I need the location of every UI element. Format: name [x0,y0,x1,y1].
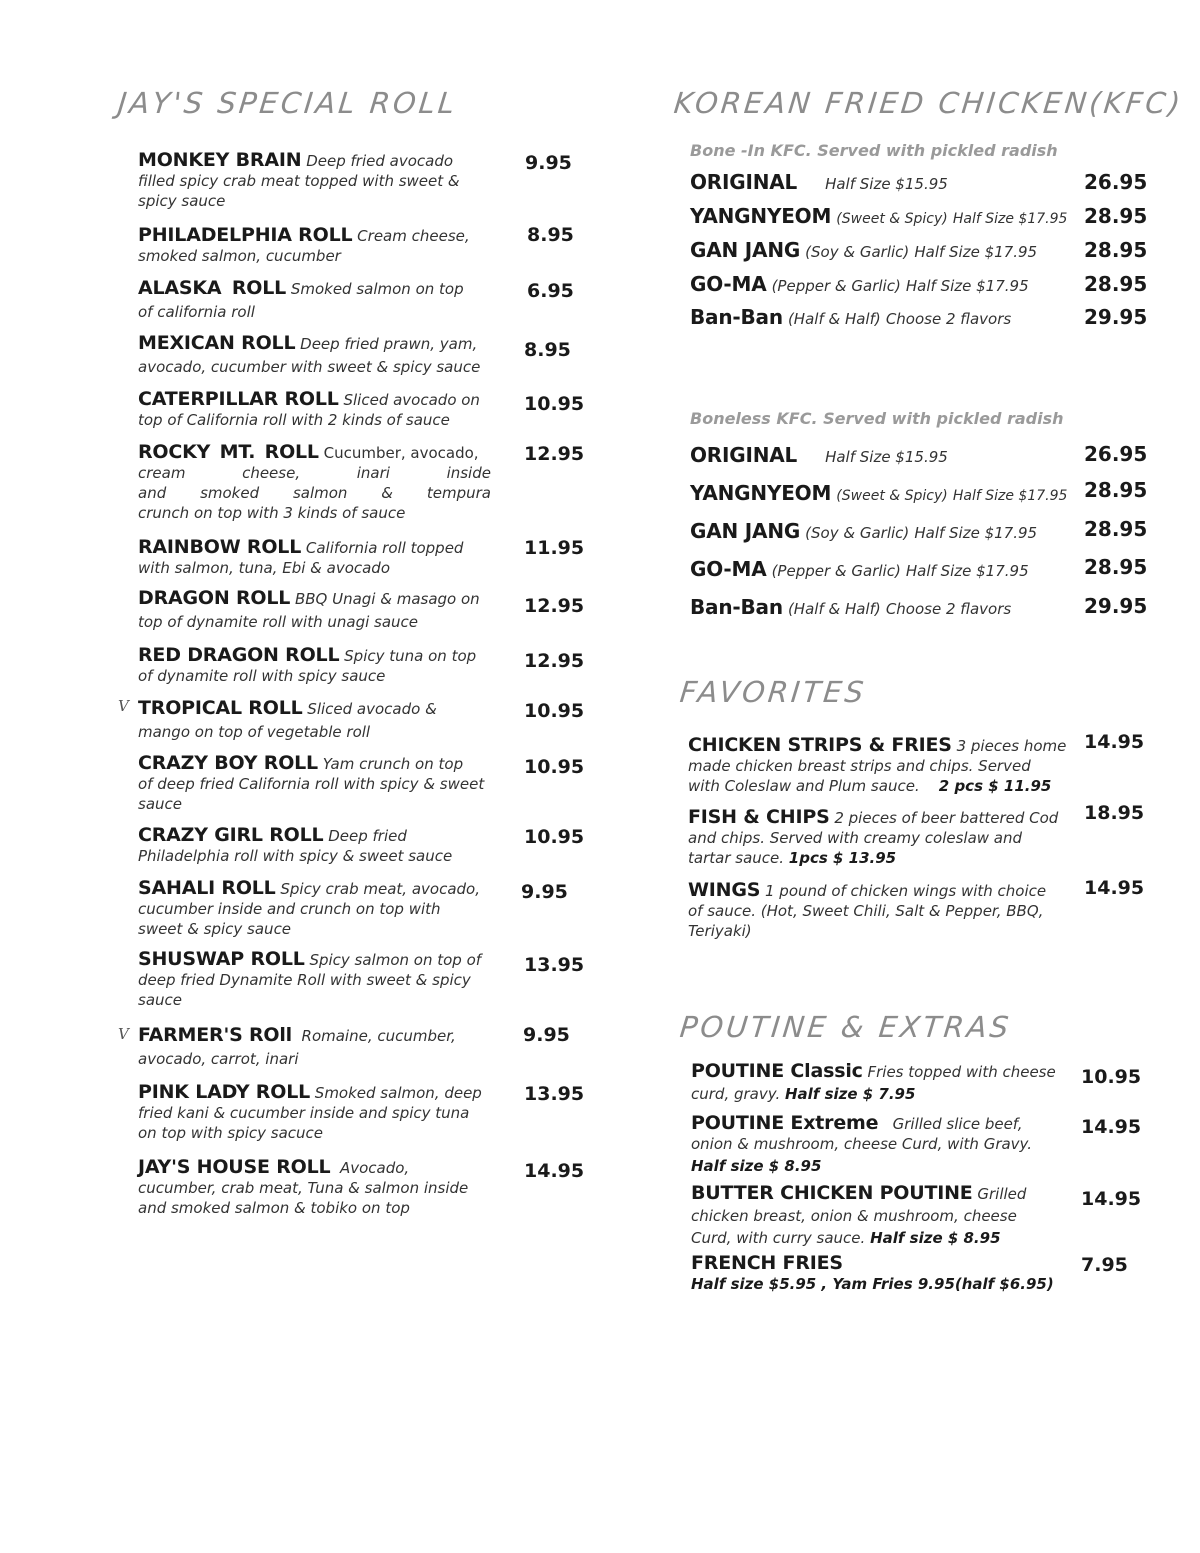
item-description: sauce [138,991,182,1009]
item-name: GAN JANG [690,519,801,543]
item-half-size: Half Size $17.95 [914,243,1038,261]
item-name: ORIGINAL [690,170,798,194]
item-description: Spicy salmon on top of [309,951,482,969]
item-price: 9.95 [523,1024,570,1046]
item-price: 11.95 [524,537,585,559]
item-description: Deep fried [328,827,407,845]
menu-item [138,825,508,866]
item-name: ORIGINAL [690,443,798,467]
item-price: 10.95 [524,393,585,415]
section-title-poutine: POUTINE & EXTRAS [678,1010,1013,1044]
menu-item [138,150,508,211]
item-extra-price: Half size $ 8.95 [870,1229,1001,1247]
item-half-size: Half Size $17.95 [914,524,1038,542]
item-description [691,1274,1091,1294]
item-modifier: (Sweet & Spicy) [836,488,948,504]
menu-item [691,1113,1071,1176]
item-name: MEXICAN ROLL [138,332,296,354]
item-price: 26.95 [1084,442,1148,466]
item-name: RAINBOW ROLL [138,536,302,558]
item-half-size: Half Size $15.95 [825,448,948,466]
item-description: 1 pound of chicken wings with choice [765,882,1047,900]
menu-item [688,880,1068,941]
item-price: 28.95 [1084,517,1148,541]
kfc-bone-in-subtitle: Bone -In KFC. Served with pickled radish [690,141,1058,160]
menu-item [691,1183,1071,1248]
item-price: 14.95 [1084,877,1145,899]
item-description: Curd, with curry sauce. Half size $ 8.95 [691,1229,1001,1247]
section-title-special-roll: JAY'S SPECIAL ROLL [116,86,460,120]
item-half-size: Half Size $17.95 [905,277,1029,295]
item-description: Romaine, cucumber, [301,1027,456,1045]
menu-item [138,698,508,742]
item-description: Sliced avocado on [343,391,480,409]
kfc-item [690,595,1011,619]
item-description: of dynamite roll with spicy sauce [138,667,386,685]
item-half-size: Choose 2 flavors [885,600,1012,618]
item-description: chicken breast, onion & mushroom, cheese [691,1207,1017,1225]
item-description: filled spicy crab meat topped with sweet & [138,172,460,190]
item-description: Spicy crab meat, avocado, [280,880,480,898]
item-name: TROPICAL ROLL [138,697,303,719]
item-name: POUTINE Classic [691,1060,863,1082]
item-name: MONKEY BRAIN [138,149,302,171]
item-modifier: (Half & Half) [787,310,881,328]
item-name: CATERPILLAR ROLL [138,388,339,410]
item-half-size: Half Size $17.95 [905,562,1029,580]
item-name: SHUSWAP ROLL [138,948,305,970]
item-price: 6.95 [527,280,574,302]
item-description: curd, gravy. Half size $ 7.95 [691,1085,916,1103]
item-name: ROCKY MT. ROLL [138,441,319,463]
menu-item [138,442,493,523]
item-price: 13.95 [524,954,585,976]
item-price: 12.95 [524,443,585,465]
item-price: 29.95 [1084,305,1148,329]
item-price: 14.95 [524,1160,585,1182]
item-description: and smoked salmon & tobiko on top [138,1199,410,1217]
item-description: Teriyaki) [688,922,752,940]
item-name: SAHALI ROLL [138,877,276,899]
item-name: DRAGON ROLL [138,587,291,609]
item-price: 7.95 [1081,1254,1128,1276]
item-modifier: (Sweet & Spicy) [836,211,948,227]
item-half-size: Half Size $15.95 [825,175,948,193]
item-extra-price: Half size $ 7.95 [785,1085,916,1103]
item-name: POUTINE Extreme [691,1112,879,1134]
item-extra-price: 2 pcs $ 11.95 [938,777,1052,795]
item-half-size: Choose 2 flavors [885,310,1012,328]
item-description: Deep fried avocado [306,152,454,170]
item-description: with Coleslaw and Plum sauce. 2 pcs $ 11.95 [688,777,1052,795]
item-description: Deep fried prawn, yam, [300,335,478,353]
item-price: 8.95 [527,224,574,246]
item-price: 14.95 [1081,1188,1142,1210]
item-description: top of dynamite roll with unagi sauce [138,613,419,631]
item-name: GAN JANG [690,238,801,262]
item-price: 28.95 [1084,555,1148,579]
item-half-size: Half Size $17.95 [952,488,1068,504]
item-modifier: (Half & Half) [787,600,881,618]
item-description: onion & mushroom, cheese Curd, with Gravy. [691,1135,1033,1153]
item-description: Avocado, [339,1159,410,1177]
item-price: 10.95 [1081,1066,1142,1088]
item-name: JAY'S HOUSE ROLL [138,1156,331,1178]
section-title-favorites: FAVORITES [678,675,868,709]
item-description: Spicy tuna on top [344,647,477,665]
item-name: FRENCH FRIES [691,1252,843,1274]
item-description: cream cheese, inari inside [138,464,491,482]
vegetarian-marker-icon: V [118,697,129,715]
item-description: Cucumber, avocado, [323,444,479,462]
item-description [691,1156,1071,1176]
menu-item [138,389,508,430]
item-description: Yam crunch on top [322,755,464,773]
item-description: sauce [138,795,182,813]
kfc-item [690,238,1037,262]
item-description: Fries topped with cheese [867,1063,1056,1081]
item-name: PHILADELPHIA ROLL [138,224,353,246]
kfc-item [690,272,1029,296]
item-description: Philadelphia roll with spicy & sweet sauce [138,847,453,865]
item-price: 28.95 [1084,478,1148,502]
item-description: mango on top of vegetable roll [138,723,371,741]
item-price: 10.95 [524,826,585,848]
item-description: Smoked salmon on top [290,280,464,298]
item-price: 9.95 [521,881,568,903]
item-description: with salmon, tuna, Ebi & avocado [138,559,391,577]
item-description: 2 pieces of beer battered Cod [834,809,1059,827]
item-name: YANGNYEOM [690,204,832,228]
item-price: 10.95 [524,700,585,722]
kfc-item [690,170,948,194]
item-name: Ban-Ban [690,595,783,619]
item-modifier: (Pepper & Garlic) [771,562,901,580]
item-price: 18.95 [1084,802,1145,824]
item-price: 14.95 [1084,731,1145,753]
item-description: and smoked salmon & tempura [138,484,491,502]
item-price: 28.95 [1084,272,1148,296]
item-price: 13.95 [524,1083,585,1105]
menu-item [688,807,1068,868]
menu-item [688,735,1068,796]
menu-item [138,1157,508,1218]
item-description: Grilled [977,1185,1027,1203]
kfc-item [690,305,1011,329]
item-name: FARMER'S ROll [138,1024,292,1046]
item-description: BBQ Unagi & masago on [294,590,480,608]
menu-item [138,225,508,266]
item-description: on top with spicy sacuce [138,1124,324,1142]
item-name: GO-MA [690,557,767,581]
menu-item [138,753,508,814]
kfc-item [690,557,1029,581]
item-name: FISH & CHIPS [688,806,830,828]
menu-item [138,537,508,578]
menu-item [138,278,508,322]
kfc-boneless-subtitle: Boneless KFC. Served with pickled radish [690,409,1064,428]
item-name: BUTTER CHICKEN POUTINE [691,1182,973,1204]
item-price: 12.95 [524,650,585,672]
item-description: California roll topped [305,539,464,557]
item-half-size: Half Size $17.95 [952,211,1068,227]
item-modifier: (Pepper & Garlic) [771,277,901,295]
item-description: cucumber, crab meat, Tuna & salmon inside [138,1179,469,1197]
kfc-item [690,204,1067,228]
kfc-item [690,443,948,467]
kfc-item [690,481,1067,505]
item-description: Sliced avocado & [307,700,437,718]
menu-item [138,588,508,632]
item-description: of california roll [138,303,255,321]
item-description: deep fried Dynamite Roll with sweet & spicy [138,971,471,989]
item-price: 14.95 [1081,1116,1142,1138]
item-name: Ban-Ban [690,305,783,329]
menu-item [138,1082,508,1143]
kfc-item [690,519,1037,543]
menu-item [691,1253,1091,1294]
item-name: ALASKA ROLL [138,277,287,299]
item-price: 9.95 [525,152,572,174]
item-description: Smoked salmon, deep [314,1084,482,1102]
item-description: top of California roll with 2 kinds of sauce [138,411,450,429]
item-price: 12.95 [524,595,585,617]
item-description: 3 pieces home [956,737,1067,755]
menu-item [138,333,508,377]
item-name: PINK LADY ROLL [138,1081,311,1103]
item-price: 29.95 [1084,594,1148,618]
item-description: of sauce. (Hot, Sweet Chili, Salt & Pepper, BBQ, [688,902,1044,920]
item-description: Grilled slice beef, [892,1115,1023,1133]
item-name: CHICKEN STRIPS & FRIES [688,734,952,756]
item-description: cucumber inside and crunch on top with [138,900,441,918]
item-modifier: (Soy & Garlic) [805,243,910,261]
menu-item [138,878,508,939]
item-description: Cream cheese, [357,227,470,245]
item-description: avocado, carrot, inari [138,1050,299,1068]
item-extra-price: Half size $ 8.95 [691,1157,822,1175]
item-description: spicy sauce [138,192,226,210]
item-description: crunch on top with 3 kinds of sauce [138,504,406,522]
item-description: fried kani & cucumber inside and spicy tuna [138,1104,470,1122]
item-name: YANGNYEOM [690,481,832,505]
item-description: of deep fried California roll with spicy & sweet [138,775,485,793]
item-name: GO-MA [690,272,767,296]
item-price: 26.95 [1084,170,1148,194]
vegetarian-marker-icon: V [118,1025,129,1043]
item-extra-price: 1pcs $ 13.95 [788,849,897,867]
item-name: CRAZY BOY ROLL [138,752,318,774]
item-price: 28.95 [1084,204,1148,228]
item-extra-price: Half size $5.95 , Yam Fries 9.95(half $6.95) [691,1275,1054,1293]
item-name: CRAZY GIRL ROLL [138,824,324,846]
menu-item [138,645,508,686]
item-price: 10.95 [524,756,585,778]
menu-item [138,949,508,1010]
item-description: smoked salmon, cucumber [138,247,341,265]
item-description: made chicken breast strips and chips. Served [688,757,1031,775]
item-modifier: (Soy & Garlic) [805,524,910,542]
item-description: and chips. Served with creamy coleslaw and [688,829,1023,847]
item-price: 8.95 [524,339,571,361]
menu-item [691,1061,1071,1104]
item-description: sweet & spicy sauce [138,920,292,938]
item-description: avocado, cucumber with sweet & spicy sauce [138,358,481,376]
item-name: WINGS [688,879,761,901]
item-price: 28.95 [1084,238,1148,262]
section-title-kfc: KOREAN FRIED CHICKEN(KFC) [672,86,1185,120]
item-name: RED DRAGON ROLL [138,644,340,666]
item-description: tartar sauce. 1pcs $ 13.95 [688,849,897,867]
menu-item [138,1025,508,1069]
